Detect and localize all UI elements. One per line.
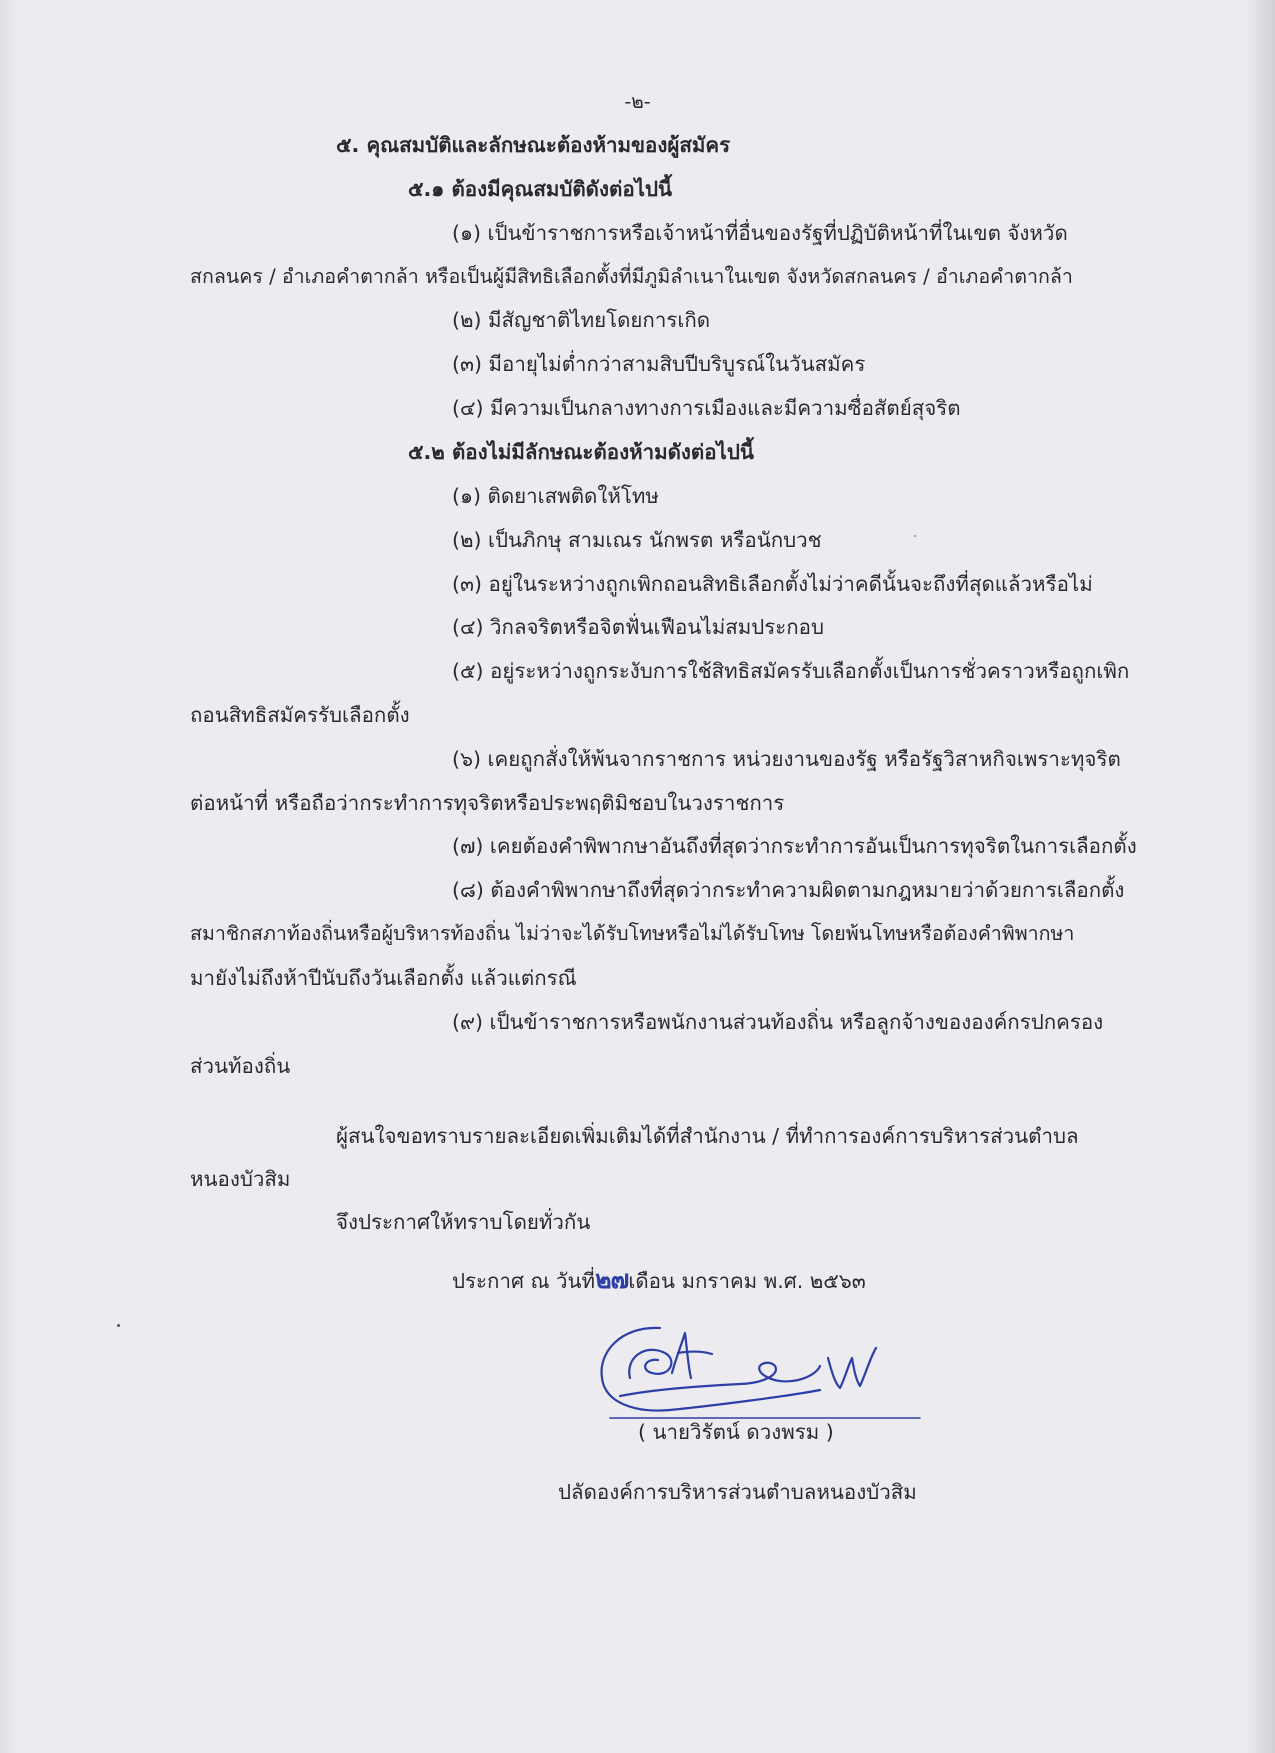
prohibition-1: (๑) ติดยาเสพติดให้โทษ: [452, 484, 659, 508]
page-number: -๒-: [624, 91, 651, 113]
section-5-2-heading: ๕.๒ ต้องไม่มีลักษณะต้องห้ามดังต่อไปนี้: [408, 440, 754, 464]
announcement-line: จึงประกาศให้ทราบโดยทั่วกัน: [336, 1210, 591, 1234]
signature-image: [590, 1318, 1030, 1428]
prohibition-6-line2: ต่อหน้าที่ หรือถือว่ากระทำการทุจริตหรือประพฤติมิชอบในวงราชการ: [190, 791, 785, 815]
prohibition-6-line1: (๖) เคยถูกสั่งให้พ้นจากราชการ หน่วยงานของรัฐ หรือรัฐวิสาหกิจเพราะทุจริต: [452, 747, 1121, 771]
date-prefix: ประกาศ ณ วันที่: [452, 1269, 596, 1293]
prohibition-8-line2: สมาชิกสภาท้องถิ่นหรือผู้บริหารท้องถิ่น ไม่ว่าจะได้รับโทษหรือไม่ได้รับโทษ โดยพ้นโทษหรือต้องคำพิพากษา: [190, 922, 1075, 945]
scan-edge-right: [1245, 0, 1275, 1753]
prohibition-9-line2: ส่วนท้องถิ่น: [190, 1054, 291, 1078]
qualification-4: (๔) มีความเป็นกลางทางการเมืองและมีความซื่อสัตย์สุจริต: [452, 396, 961, 420]
qualification-3: (๓) มีอายุไม่ต่ำกว่าสามสิบปีบริบูรณ์ในวันสมัคร: [452, 352, 866, 376]
prohibition-5-line1: (๕) อยู่ระหว่างถูกระงับการใช้สิทธิสมัครรับเลือกตั้งเป็นการชั่วคราวหรือถูกเพิก: [452, 659, 1130, 683]
signer-position: ปลัดองค์การบริหารส่วนตำบลหนองบัวสิม: [558, 1480, 917, 1504]
prohibition-7: (๗) เคยต้องคำพิพากษาอันถึงที่สุดว่ากระทำการอันเป็นการทุจริตในการเลือกตั้ง: [452, 834, 1137, 858]
qualification-1-line2: สกลนคร / อำเภอคำตากล้า หรือเป็นผู้มีสิทธิเลือกตั้งที่มีภูมิลำเนาในเขต จังหวัดสกลนคร / อำเภอคำตากล้า: [190, 265, 1073, 288]
qualification-2: (๒) มีสัญชาติไทยโดยการเกิด: [452, 308, 711, 332]
prohibition-3: (๓) อยู่ในระหว่างถูกเพิกถอนสิทธิเลือกตั้งไม่ว่าคดีนั้นจะถึงที่สุดแล้วหรือไม่: [452, 572, 1093, 596]
announcement-date: [452, 1266, 866, 1295]
prohibition-4: (๔) วิกลจริตหรือจิตฟั่นเฟือนไม่สมประกอบ: [452, 615, 825, 639]
section-5-heading: ๕. คุณสมบัติและลักษณะต้องห้ามของผู้สมัคร: [336, 133, 731, 157]
scan-speck: [914, 535, 916, 537]
prohibition-5-line2: ถอนสิทธิสมัครรับเลือกตั้ง: [190, 703, 410, 727]
signer-name: ( นายวิรัตน์ ดวงพรม ): [638, 1420, 834, 1444]
contact-line1: ผู้สนใจขอทราบรายละเอียดเพิ่มเติมได้ที่สำนักงาน / ที่ทำการองค์การบริหารส่วนตำบล: [336, 1124, 1079, 1148]
scan-speck: [117, 1324, 120, 1327]
date-suffix: เดือน มกราคม พ.ศ. ๒๕๖๓: [628, 1269, 866, 1293]
prohibition-9-line1: (๙) เป็นข้าราชการหรือพนักงานส่วนท้องถิ่น หรือลูกจ้างขององค์กรปกครอง: [452, 1010, 1104, 1034]
qualification-1-line1: (๑) เป็นข้าราชการหรือเจ้าหน้าที่อื่นของรัฐที่ปฏิบัติหน้าที่ในเขต จังหวัด: [452, 221, 1068, 245]
scan-edge-left: [0, 0, 18, 1753]
section-5-1-heading: ๕.๑ ต้องมีคุณสมบัติดังต่อไปนี้: [408, 177, 672, 201]
prohibition-8-line3: มายังไม่ถึงห้าปีนับถึงวันเลือกตั้ง แล้วแต่กรณี: [190, 966, 577, 990]
contact-line2: หนองบัวสิม: [190, 1167, 291, 1191]
prohibition-8-line1: (๘) ต้องคำพิพากษาถึงที่สุดว่ากระทำความผิดตามกฎหมายว่าด้วยการเลือกตั้ง: [452, 878, 1125, 902]
prohibition-2: (๒) เป็นภิกษุ สามเณร นักพรต หรือนักบวช: [452, 528, 822, 552]
date-day-handwritten: ๒๗: [595, 1265, 629, 1294]
